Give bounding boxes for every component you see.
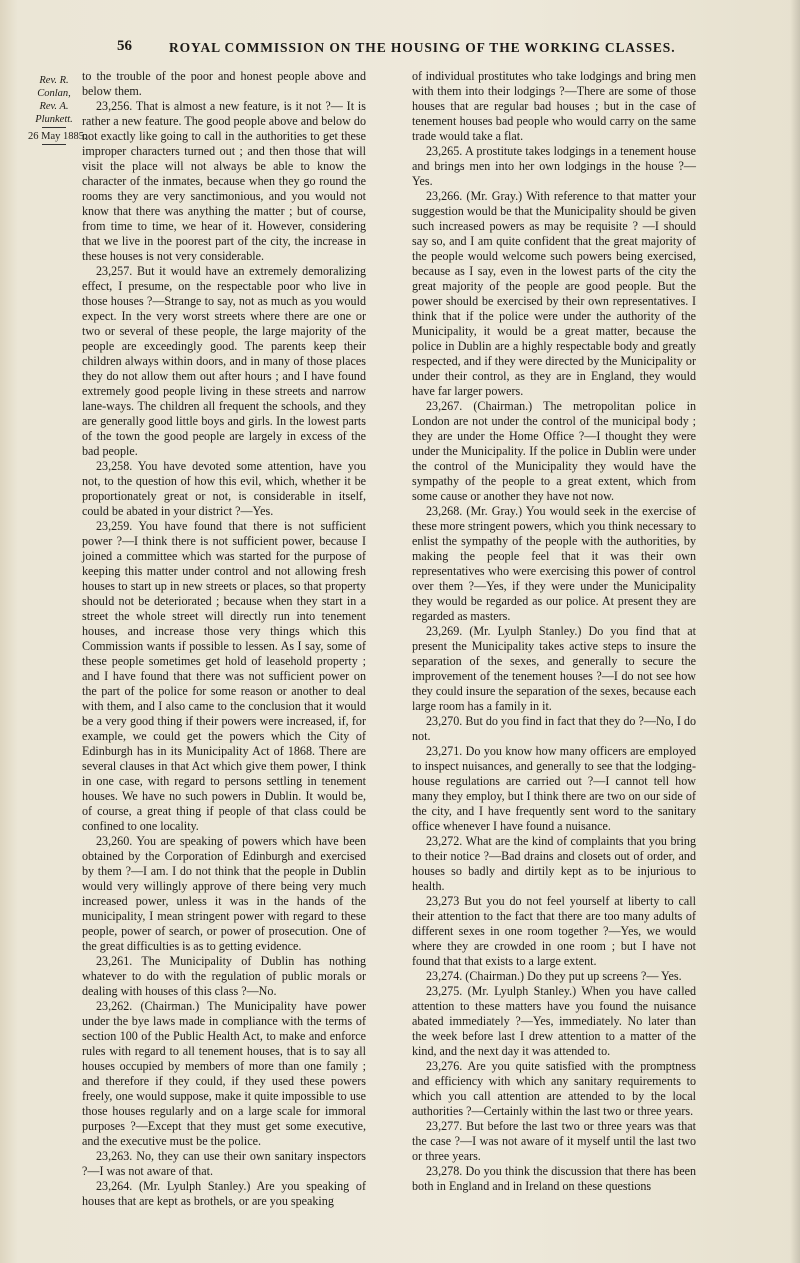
paragraph: 23,262. (Chairman.) The Municipality have power under the bye laws made in compliance with the terms of section 100 of the Public Health Act, to make and enforce rules with regard to all tenement houses, that is to say all houses occupied by members of more than one family ; and therefore if they could, if they used these powers freely, one would suppose, make it quite impossible to use those houses regularly and on a large scale for immoral purposes ?—Except that they must get some executive, and the executive must be the police.: [82, 999, 366, 1148]
paragraph: 23,263. No, they can use their own sanitary inspectors ?—I was not aware of that.: [82, 1149, 366, 1178]
paragraph: 23,261. The Municipality of Dublin has nothing whatever to do with the regulation of public morals or dealing with houses of this class ?—No.: [82, 954, 366, 998]
paragraph: of individual prostitutes who take lodgings and bring men with them into their lodgings ?—There are some of those houses that are regular bad houses ; but in the case of tenement houses bad people who would carry on the same trade would take a flat.: [412, 69, 696, 143]
paragraph: 23,267. (Chairman.) The metropolitan police in London are not under the control of the municipal body ; they are under the Home Office ?—I thought they were under the Municipality. If the police in Dublin were under the control of the Municipality they would have the sympathy of the people to a great extent, which from some cause or another they have not now.: [412, 399, 696, 503]
paragraph: 23,256. That is almost a new feature, is it not ?— It is rather a new feature. The good people above and below do not exactly like going to call in the authorities to get these improper characters turned out ; and then those that will visit the place will not always be able to know the character of the inmates, because when they go round the rooms they are very sanctimonious, and you would not know that there was anything the matter ; but of course, from time to time, we hear of it. However, considering that we live in the poorest part of the city, the increase in these houses is not very considerable.: [82, 99, 366, 263]
paragraph: 23,257. But it would have an extremely demoralizing effect, I presume, on the respectable poor who live in those houses ?—Strange to say, not as much as you would expect. In the very worst streets where there are one or two or several of these people, the large majority of the people are exceedingly good. The parents keep their children always within doors, and in many of those places they do not allow them out after hours ; and I have found extremely good people living in these streets and narrow lane-ways. The children all frequent the schools, and they are generally good little boys and girls. In the lowest parts of the town the good people are largely in excess of the bad people.: [82, 264, 366, 458]
paragraph: 23,264. (Mr. Lyulph Stanley.) Are you speaking of houses that are kept as brothels, or are you speaking: [82, 1179, 366, 1208]
witness-name-1: Rev. R. Conlan,: [37, 75, 71, 99]
paragraph: to the trouble of the poor and honest people above and below them.: [82, 69, 366, 98]
paragraph: 23,266. (Mr. Gray.) With reference to that matter your suggestion would be that the Municipality should be given such increased powers as may be requisite ? —I should say so, and I am quite confident that the great majority of the people would welcome such powers being exercised, because as I say, even in the lowest parts of the city the great majority of the people are good people. But the power should be exercised by their own representatives. I think that if the police were under the authority of the Municipality, it would be a great matter, because the police in Dublin are a highly respectable body and greatly respected, and if they were directed by the Municipality or under their control, as they are in England, they would have far larger powers.: [412, 189, 696, 398]
margin-rule: [42, 144, 66, 145]
paragraph: 23,275. (Mr. Lyulph Stanley.) When you have called attention to these matters have you found the nuisance abated immediately ?—Yes, immediately. No later than the week before last I drew attention to a matter of the kind, and the next day it was attended to.: [412, 984, 696, 1058]
page-edge-shadow: [790, 0, 800, 1263]
paragraph: 23,265. A prostitute takes lodgings in a tenement house and brings men into her own lodgings in the house ?—Yes.: [412, 144, 696, 188]
margin-note: [28, 74, 87, 146]
paragraph: 23,258. You have devoted some attention, have you not, to the question of how this evil, which, whether it be proportionately great or not, is considerable in itself, could be abated in your district ?—Yes.: [82, 459, 366, 518]
paragraph: 23,271. Do you know how many officers are employed to inspect nuisances, and generally to see that the lodging-house regulations are carried out ?—I cannot tell how many they employ, but I think there are two on our side of the city, and I have frequently sent word to the sanitary office whenever I have found a nuisance.: [412, 744, 696, 833]
paragraph: 23,272. What are the kind of complaints that you bring to their notice ?—Bad drains and closets out of order, and houses so badly and dirtily kept as to be injurious to health.: [412, 834, 696, 893]
paragraph: 23,260. You are speaking of powers which have been obtained by the Corporation of Edinburgh and exercised by them ?—I am. I do not think that the people in Dublin would very willingly approve of there being very much increased power, unless it was in the hands of the municipality, I mean stringent power with regard to these people, power of search, or power of prosecution. One of the great difficulties is as to getting evidence.: [82, 834, 366, 953]
testimony-date: 26 May 1885.: [28, 131, 87, 142]
page-header: [0, 38, 800, 58]
paragraph: 23,268. (Mr. Gray.) You would seek in the exercise of these more stringent powers, which you think necessary to enlist the sympathy of the people with the authorities, by making the people feel that it was their own representatives who were exercising this power of control over them ?—Yes, if they were under the Municipality they would be regarded as our police. At present they are regarded as masters.: [412, 504, 696, 623]
witness-name-2: Rev. A. Plunkett.: [35, 101, 73, 125]
paragraph: 23,276. Are you quite satisfied with the promptness and efficiency with which any sanitary requirements to which you call attention are attended to by the local authorities ?—Certainly within the last two or three years.: [412, 1059, 696, 1118]
margin-rule: [42, 127, 66, 128]
paragraph: 23,278. Do you think the discussion that there has been both in England and in Ireland on these questions: [412, 1164, 696, 1193]
paragraph: 23,259. You have found that there is not sufficient power ?—I think there is not sufficient power, because I joined a committee which was started for the purpose of keeping this matter under control and not allowing fresh houses to start up in new streets or places, so that property should not be deteriorated ; because when they start in a street the whole street will directly run into tenement houses, and increase those very things which this Commission wants if possible to lessen. As I say, some of these people sometimes get hold of leasehold property ; and I have found that there was not sufficient power on the part of the police for some reason or another to deal with them, and I also came to the conclusion that it would be a very good thing if their powers were increased, if, for example, we could get the powers which the City of Edinburgh has in its Municipality Act of 1868. There are several clauses in that Act which give them power, I think in one case, with regard to persons settling in tenement houses. We have no such powers in Dublin. It would be, of course, a great thing if people of that class could be confined to one locality.: [82, 519, 366, 833]
paragraph: 23,269. (Mr. Lyulph Stanley.) Do you find that at present the Municipality takes active steps to insure the separation of the sexes, and generally to secure the improvement of the tenement houses ?—I do not see how they could insure the separation of the sexes, because each large room has a family in it.: [412, 624, 696, 713]
paragraph: 23,277. But before the last two or three years was that the case ?—I was not aware of it myself until the last two or three years.: [412, 1119, 696, 1163]
paragraph: 23,274. (Chairman.) Do they put up screens ?— Yes.: [426, 969, 682, 983]
page-number: 56: [117, 38, 132, 54]
running-title: ROYAL COMMISSION ON THE HOUSING OF THE WORKING CLASSES.: [169, 40, 676, 55]
left-column: [82, 69, 366, 1209]
paragraph: 23,270. But do you find in fact that they do ?—No, I do not.: [412, 714, 696, 743]
paragraph: 23,273 But you do not feel yourself at liberty to call their attention to the fact that there are too many adults of different sexes in one room together ?—Yes, we would where they are crowded in one room ; but I have not found that that exists to a large extent.: [412, 894, 696, 968]
right-column: [412, 69, 696, 1194]
